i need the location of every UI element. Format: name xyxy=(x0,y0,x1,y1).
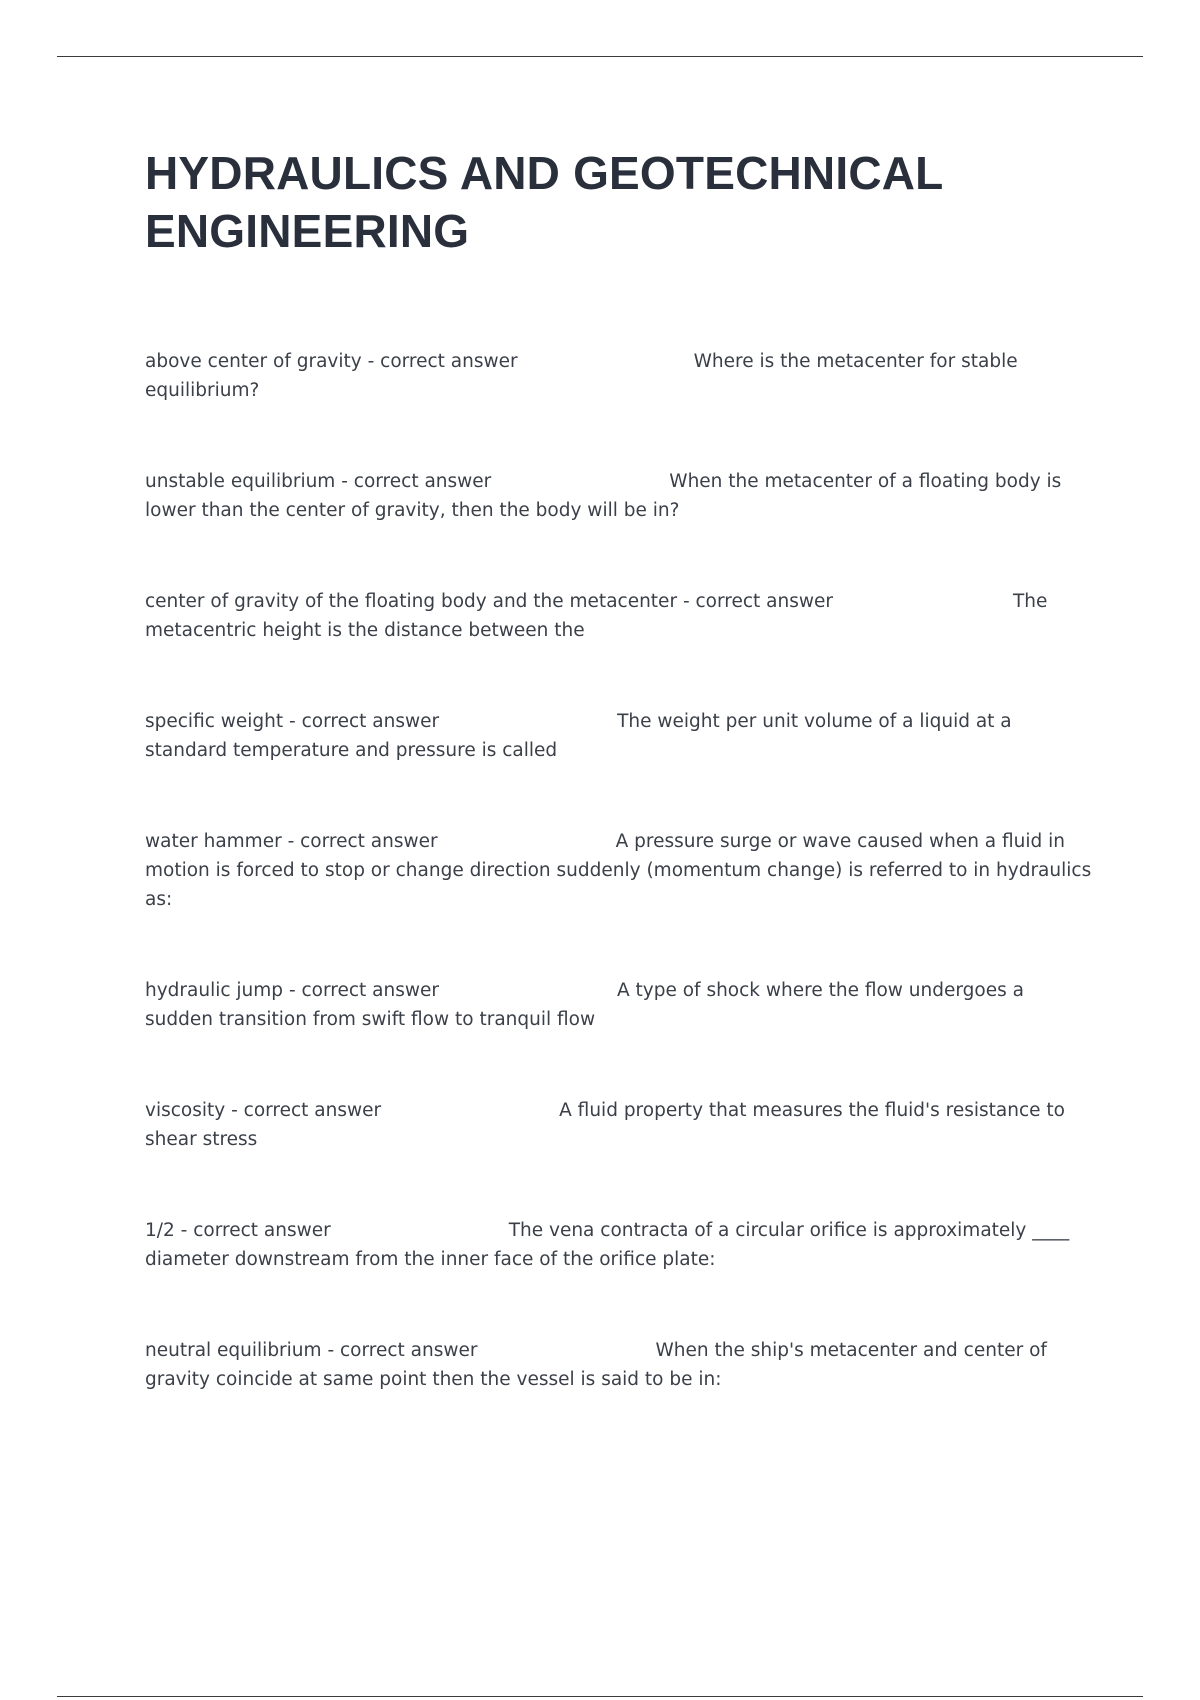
question-text: A pressure surge or wave caused when a fluid in motion is forced to stop or change direction suddenly (momentum change) is referred to in hydraulics as: xyxy=(145,831,1092,910)
answer-text: hydraulic jump - correct answer xyxy=(145,980,439,1001)
qa-item xyxy=(145,467,1095,525)
question-text: A type of shock where the flow undergoes a sudden transition from swift flow to tranquil flow xyxy=(145,980,1024,1030)
answer-text: center of gravity of the floating body and the metacenter - correct answer xyxy=(145,591,833,612)
bottom-divider xyxy=(57,1696,1143,1697)
question-text: When the ship's metacenter and center of gravity coincide at same point then the vessel is said to be in: xyxy=(145,1340,1047,1390)
qa-item xyxy=(145,1096,1095,1154)
qa-item xyxy=(145,1216,1095,1274)
qa-item xyxy=(145,827,1095,914)
qa-item xyxy=(145,587,1095,645)
answer-text: neutral equilibrium - correct answer xyxy=(145,1340,478,1361)
answer-text: viscosity - correct answer xyxy=(145,1100,382,1121)
question-text: Where is the metacenter for stable equilibrium? xyxy=(145,351,1018,401)
question-text: When the metacenter of a floating body is lower than the center of gravity, then the body will be in? xyxy=(145,471,1062,521)
qa-item xyxy=(145,347,1095,405)
answer-text: 1/2 - correct answer xyxy=(145,1220,331,1241)
qa-item xyxy=(145,707,1095,765)
answer-text: above center of gravity - correct answer xyxy=(145,351,518,372)
document-title: HYDRAULICS AND GEOTECHNICAL ENGINEERING xyxy=(145,147,943,257)
answer-text: specific weight - correct answer xyxy=(145,711,440,732)
top-divider xyxy=(57,56,1143,57)
question-text: The vena contracta of a circular orifice is approximately ____ diameter downstream from the inner face of the orifice plate: xyxy=(145,1220,1070,1270)
qa-item xyxy=(145,976,1095,1034)
question-text: A fluid property that measures the fluid's resistance to shear stress xyxy=(145,1100,1065,1150)
answer-text: unstable equilibrium - correct answer xyxy=(145,471,492,492)
qa-list xyxy=(145,347,1095,1394)
question-text: The metacentric height is the distance between the xyxy=(145,591,1048,641)
question-text: The weight per unit volume of a liquid at a standard temperature and pressure is called xyxy=(145,711,1012,761)
qa-item xyxy=(145,1336,1095,1394)
answer-text: water hammer - correct answer xyxy=(145,831,438,852)
